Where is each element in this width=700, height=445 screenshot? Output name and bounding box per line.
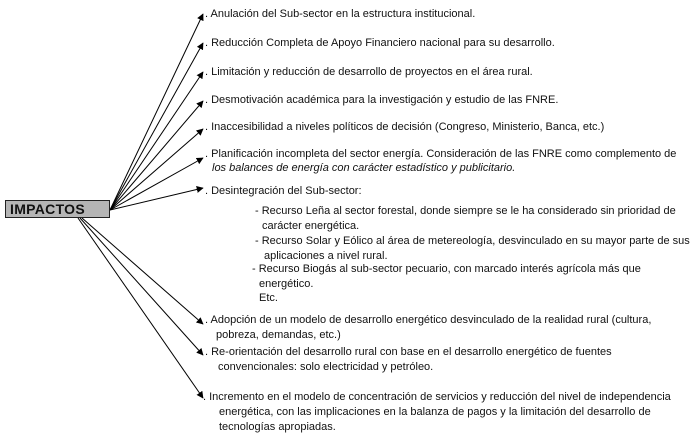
arrow-4 (110, 101, 203, 210)
subsector-item-1: - Recurso Leña al sector forestal, donde siempre se le ha considerado sin prioridad de (255, 205, 676, 217)
subsector-item-3-line-2: energético. (259, 278, 314, 290)
impact-10: . Incremento en el modelo de concentración de servicios y reducción del nivel de independencia (203, 391, 671, 403)
impact-5: . Inaccesibilidad a niveles políticos de decisión (Congreso, Ministerio, Banca, etc.) (205, 121, 605, 133)
impact-2: . Reducción Completa de Apoyo Financiero nacional para su desarrollo. (205, 37, 555, 49)
impact-9: . Re-orientación del desarrollo rural con base en el desarrollo energético de fuentes (205, 346, 612, 358)
impact-9-line-2: convencionales: solo electricidad y petróleo. (218, 361, 434, 373)
impact-8-line-2: pobreza, demandas, etc.) (216, 329, 341, 341)
impactos-box: IMPACTOS (5, 200, 110, 218)
arrow-9 (80, 218, 203, 355)
impact-6-italic: los balances de energía con carácter estadístico y publicitario. (212, 162, 516, 174)
impact-6: . Planificación incompleta del sector energía. Consideración de las FNRE como complemento de (205, 148, 677, 160)
impact-10-line-3: tecnologías apropiadas. (219, 421, 336, 433)
subsector-item-1-line-2: carácter energética. (262, 220, 360, 232)
subsector-item-2-line-2: aplicaciones a nivel rural. (264, 250, 388, 262)
arrow-7 (110, 188, 203, 210)
impact-8: . Adopción de un modelo de desarrollo energético desvinculado de la realidad rural (cultura, (205, 314, 652, 326)
arrow-8 (82, 218, 203, 324)
impact-1: . Anulación del Sub-sector en la estructura institucional. (205, 8, 476, 20)
impact-3: . Limitación y reducción de desarrollo de proyectos en el área rural. (205, 66, 533, 78)
impact-7: . Desintegración del Sub-sector: (205, 185, 362, 197)
subsector-etc: Etc. (259, 292, 278, 304)
arrow-2 (110, 43, 203, 210)
subsector-item-2: - Recurso Solar y Eólico al área de metereología, desvinculado en su mayor parte de sus (255, 235, 690, 247)
impact-10-line-2: energética, con las implicaciones en la balanza de pagos y la limitación del desarrollo de (219, 406, 651, 418)
arrow-1 (110, 14, 203, 210)
impact-6-line-2 (212, 161, 515, 176)
subsector-item-3: - Recurso Biogás al sub-sector pecuario, con marcado interés agrícola más que (252, 263, 641, 275)
impact-4: . Desmotivación académica para la investigación y estudio de las FNRE. (205, 94, 559, 106)
